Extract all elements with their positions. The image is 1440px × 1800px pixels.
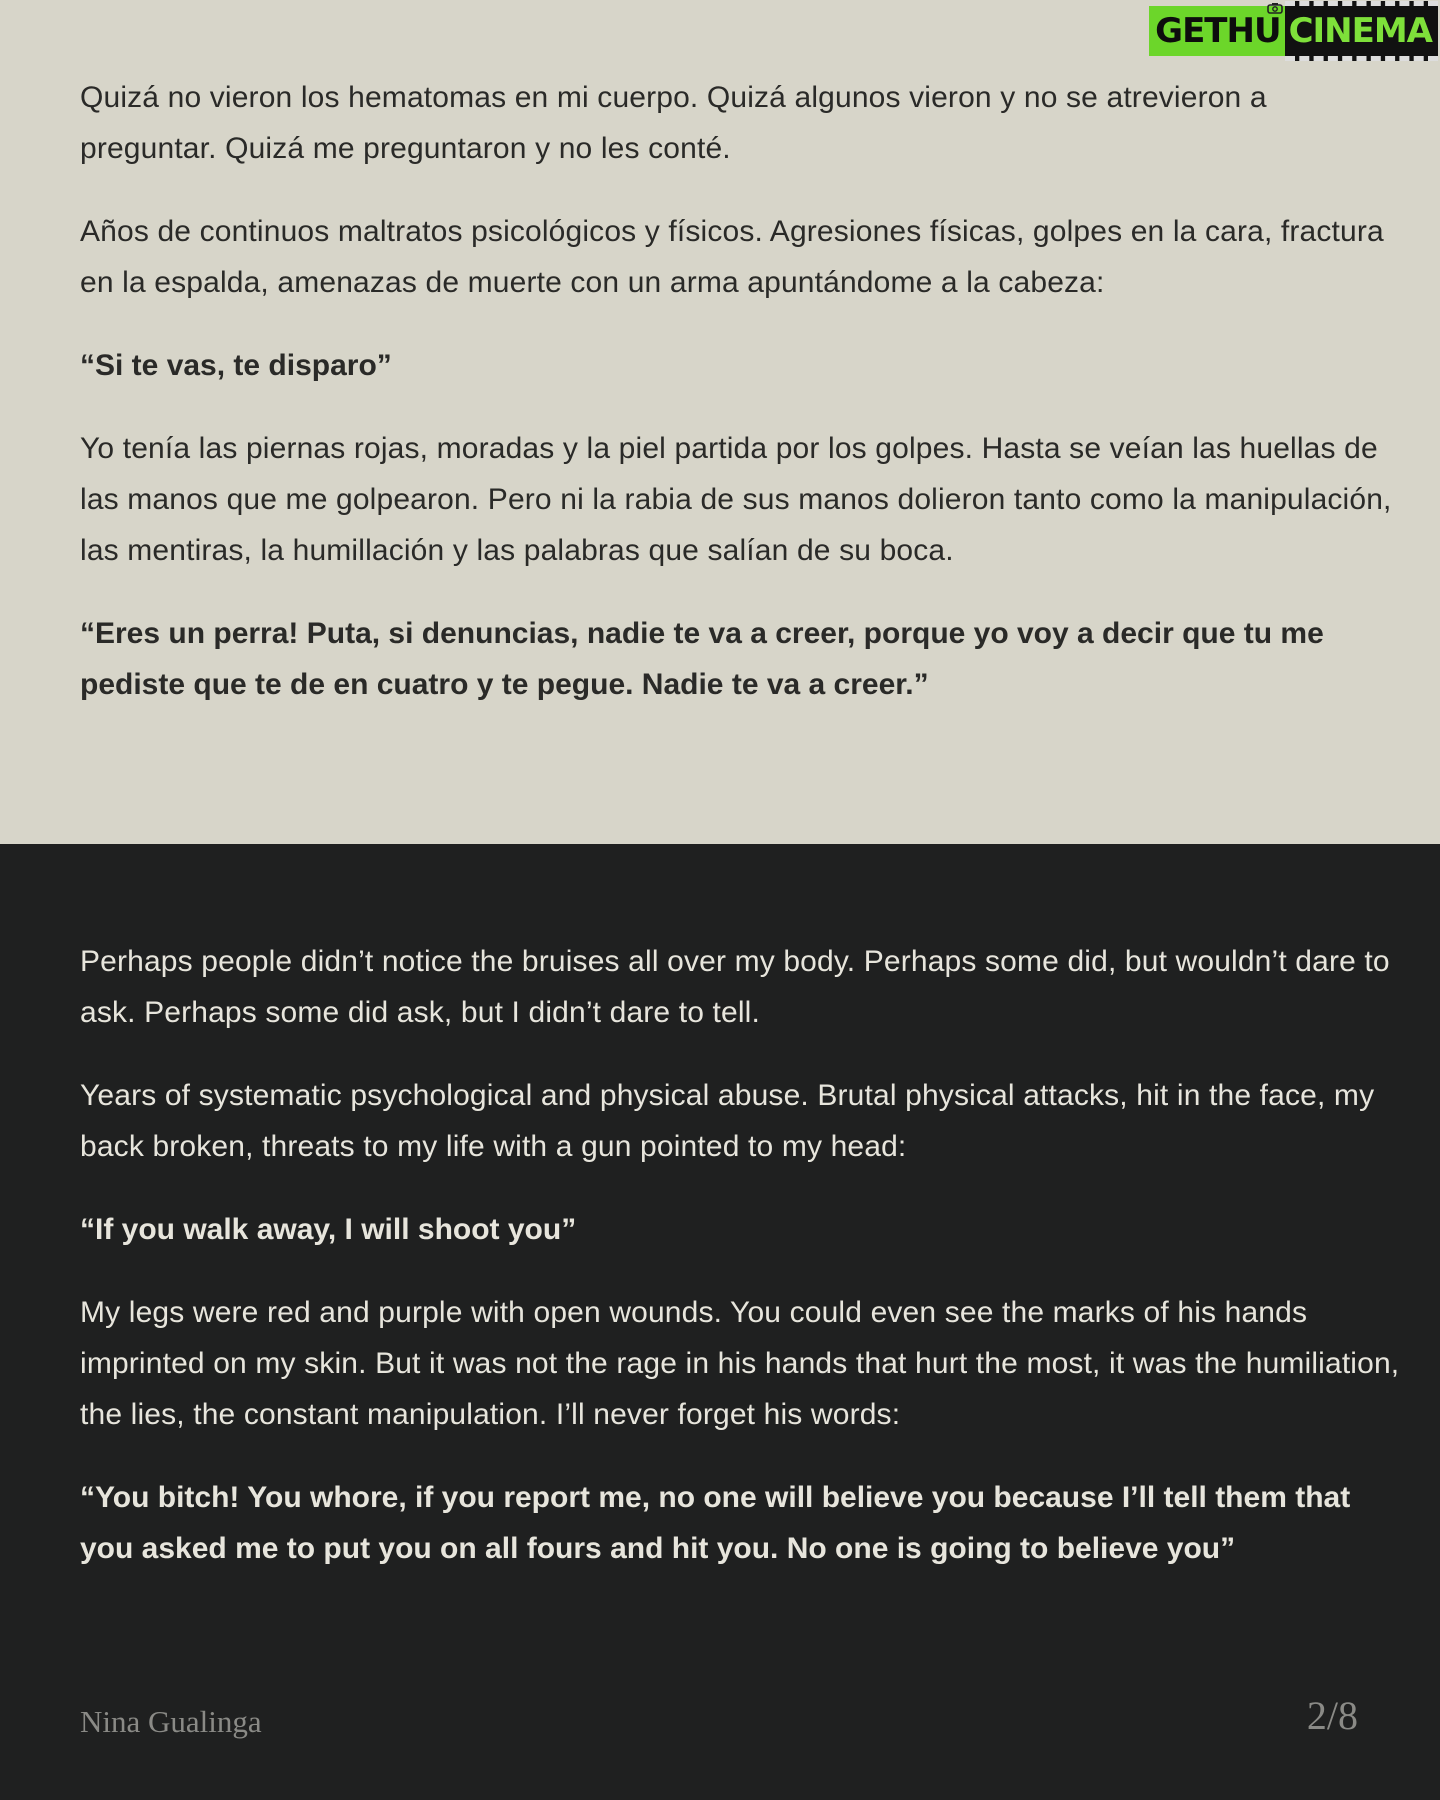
spanish-paragraph-3: Yo tenía las piernas rojas, moradas y la piel partida por los golpes. Hasta se veían las huellas de las manos que me golpearon. Pero ni la rabia de sus manos dolieron tanto como la manipulación, las mentiras, la humillación y las palabras que salían de su boca.: [80, 432, 1392, 567]
camera-icon: [1267, 2, 1283, 14]
spanish-paragraph-2: Años de continuos maltratos psicológicos y físicos. Agresiones físicas, golpes en la cara, fractura en la espalda, amenazas de muerte con un arma apuntándome a la cabeza:: [80, 215, 1384, 299]
page-counter: 2/8: [1306, 1693, 1358, 1738]
english-quote-1: “If you walk away, I will shoot you”: [80, 1213, 577, 1246]
english-section: [0, 844, 1440, 1800]
watermark-text-2: CINEMA: [1285, 1, 1438, 61]
spanish-text-column: [80, 72, 1400, 742]
spanish-paragraph-1: Quizá no vieron los hematomas en mi cuerpo. Quizá algunos vieron y no se atrevieron a preguntar. Quizá me preguntaron y no les conté.: [80, 81, 1267, 165]
spanish-quote-2: “Eres un perra! Puta, si denuncias, nadie te va a creer, porque yo voy a decir que tu me pediste que te de en cuatro y te pegue. Nadie te va a creer.”: [80, 617, 1324, 701]
english-paragraph-2: Years of systematic psychological and physical abuse. Brutal physical attacks, hit in the face, my back broken, threats to my life with a gun pointed to my head:: [80, 1079, 1375, 1163]
english-paragraph-1: Perhaps people didn’t notice the bruises all over my body. Perhaps some did, but wouldn’t dare to ask. Perhaps some did ask, but I didn’t dare to tell.: [80, 945, 1390, 1029]
english-text-column: [80, 936, 1400, 1606]
english-paragraph-3: My legs were red and purple with open wounds. You could even see the marks of his hands imprinted on my skin. But it was not the rage in his hands that hurt the most, it was the humiliation, the lies, the constant manipulation. I’ll never forget his words:: [80, 1296, 1400, 1431]
spanish-quote-1: “Si te vas, te disparo”: [80, 349, 392, 382]
english-quote-2: “You bitch! You whore, if you report me, no one will believe you because I’ll tell them that you asked me to put you on all fours and hit you. No one is going to believe you”: [80, 1481, 1351, 1565]
spanish-section: [0, 0, 1440, 844]
author-name: Nina Gualinga: [80, 1704, 262, 1739]
watermark-text-1: GETHU: [1149, 6, 1284, 56]
watermark-logo: [1149, 4, 1438, 58]
